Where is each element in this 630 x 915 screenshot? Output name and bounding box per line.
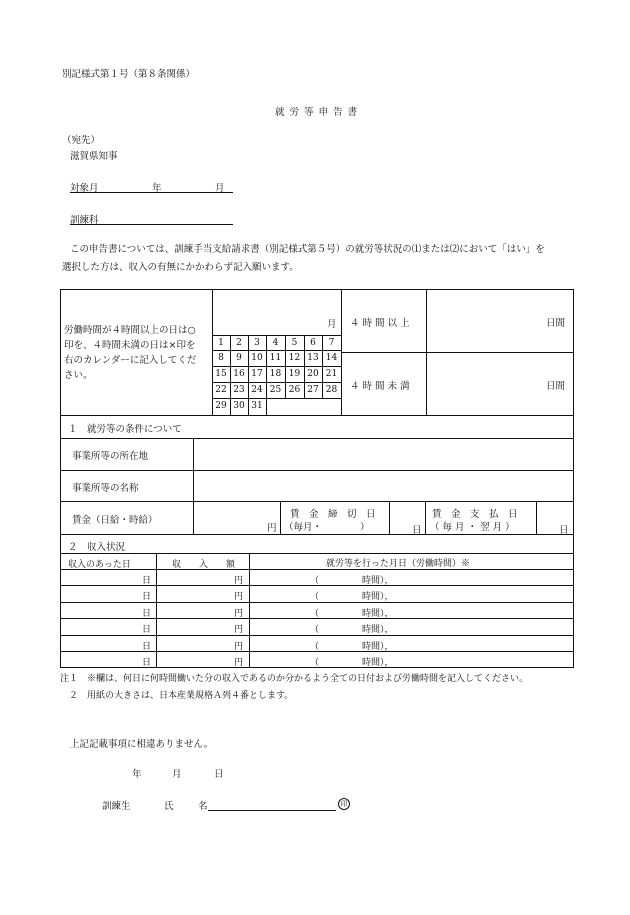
date-month-unit: 月 [172, 769, 182, 780]
closing-day-sub: （毎月・ ） [284, 522, 370, 533]
calendar-day[interactable]: 21 [325, 369, 338, 379]
calendar-day[interactable]: 5 [291, 338, 298, 348]
row-yen-unit: 円 [234, 592, 244, 602]
date-day-unit: 日 [214, 769, 224, 780]
row-open-paren: （ [310, 609, 320, 619]
calendar-month-label: 月 [327, 319, 337, 330]
calendar-day[interactable]: 15 [215, 369, 227, 379]
course-label: 訓練科 [70, 215, 99, 226]
col-header-amount: 収 入 額 [172, 560, 236, 570]
note-2: ２ 用紙の大きさは、日本産業規格Ａ列４番とします。 [60, 691, 294, 701]
intro-line-2: 選択した方は、収入の有無にかかわらず記入願います。 [62, 262, 299, 273]
date-year-unit: 年 [132, 769, 142, 780]
row-day-unit: 日 [142, 625, 152, 635]
calendar-day[interactable]: 31 [251, 401, 263, 411]
row-day-unit: 日 [142, 592, 152, 602]
calendar-day[interactable]: 8 [218, 353, 224, 363]
calendar-day[interactable]: 22 [215, 385, 227, 395]
row-yen-unit: 円 [234, 658, 244, 668]
target-month-unit: 月 [215, 183, 225, 194]
payment-day-label: 賃 金 支 払 日 [432, 509, 518, 520]
row-hours-unit: 時間）， [362, 609, 394, 619]
calendar-day[interactable]: 24 [251, 385, 263, 395]
addressee-label: （宛先） [62, 135, 101, 146]
row-hours-unit: 時間）， [362, 642, 394, 652]
section2-title: ２ 収入状況 [68, 542, 126, 553]
declaration-statement: 上記記載事項に相違ありません。 [70, 739, 214, 750]
over-4-hours-unit: 日間 [546, 318, 566, 329]
trainee-label: 訓練生 [102, 801, 131, 812]
section1-title: １ 就労等の条件について [68, 424, 182, 435]
closing-day-label: 賃 金 締 切 日 [290, 509, 376, 520]
calendar-day[interactable]: 11 [269, 353, 282, 363]
calendar-day[interactable]: 14 [325, 353, 338, 363]
addressee-name: 滋賀県知事 [70, 151, 118, 162]
row-hours-unit: 時間）， [362, 592, 394, 602]
calendar-day[interactable]: 27 [307, 385, 319, 395]
intro-line-1: この申告書については、訓練手当支給請求書（別記様式第５号）の就労等状況の⑴または⑵において「はい」を [70, 244, 545, 255]
wage-yen-unit: 円 [267, 523, 277, 534]
calendar-day[interactable]: 10 [251, 353, 263, 363]
row-day-unit: 日 [142, 609, 152, 619]
calendar-day[interactable]: 12 [288, 353, 301, 363]
wage-label: 賃金（日給・時給） [72, 515, 158, 526]
name-label-2: 名 [198, 801, 208, 812]
row-hours-unit: 時間）， [362, 625, 394, 635]
office-name-field[interactable] [194, 471, 572, 501]
row-open-paren: （ [310, 642, 320, 652]
page-title: 就 労 等 申 告 書 [275, 107, 359, 118]
col-header-work: 就労等を行った月日（労働時間）※ [326, 559, 471, 569]
row-yen-unit: 円 [234, 609, 244, 619]
row-open-paren: （ [310, 625, 320, 635]
calendar-day[interactable]: 16 [233, 369, 245, 379]
calendar-day[interactable]: 28 [325, 385, 338, 395]
calendar-day[interactable]: 9 [236, 353, 242, 363]
calendar-day[interactable]: 26 [288, 385, 301, 395]
calendar-day[interactable]: 30 [233, 401, 245, 411]
calendar-day[interactable]: 6 [310, 338, 316, 348]
payment-day-sub: （ 毎 月 ・ 翌 月 ） [430, 522, 515, 533]
calendar-day[interactable]: 13 [307, 353, 319, 363]
note-1: 注１ ※欄は、何日に何時間働いた分の収入であるのか分かるよう全ての日付および労働時間を記入してください。 [60, 674, 529, 684]
row-yen-unit: 円 [234, 642, 244, 652]
under-4-hours-label: ４ 時 間 未 満 [350, 381, 410, 392]
row-day-unit: 日 [142, 658, 152, 668]
row-hours-unit: 時間）， [362, 576, 394, 586]
form-number: 別記様式第１号（第８条関係） [62, 69, 196, 80]
calendar-day[interactable]: 7 [328, 338, 335, 348]
calendar-day[interactable]: 29 [215, 401, 227, 411]
calendar-day[interactable]: 23 [233, 385, 245, 395]
office-location-field[interactable] [194, 439, 572, 469]
calendar-day[interactable]: 3 [254, 338, 260, 348]
calendar-day[interactable]: 1 [218, 338, 224, 348]
payment-day-unit: 日 [559, 525, 569, 536]
over-4-hours-label: ４ 時 間 以 上 [350, 318, 410, 329]
row-open-paren: （ [310, 576, 320, 586]
trainee-name-field[interactable] [208, 798, 336, 811]
calendar-day[interactable]: 17 [251, 369, 263, 379]
row-open-paren: （ [310, 658, 320, 668]
calendar-day[interactable]: 25 [269, 385, 282, 395]
office-location-label: 事業所等の所在地 [72, 451, 149, 462]
calendar-day[interactable]: 20 [307, 369, 319, 379]
row-yen-unit: 円 [234, 625, 244, 635]
row-yen-unit: 円 [234, 576, 244, 586]
col-header-date: 収入のあった日 [68, 560, 131, 570]
calendar-day[interactable]: 2 [236, 338, 242, 348]
row-day-unit: 日 [142, 642, 152, 652]
row-open-paren: （ [310, 592, 320, 602]
seal-mark: 印 [338, 798, 350, 810]
target-month-label: 対象月 [70, 183, 99, 194]
target-year-unit: 年 [152, 183, 162, 194]
calendar-day[interactable]: 4 [272, 338, 279, 348]
under-4-hours-unit: 日間 [546, 381, 566, 392]
row-hours-unit: 時間）， [362, 658, 394, 668]
office-name-label: 事業所等の名称 [72, 483, 139, 494]
closing-day-unit: 日 [412, 525, 422, 536]
calendar-day[interactable]: 19 [288, 369, 301, 379]
calendar-instruction: 労働時間が４時間以上の日は○ 印を、４時間未満の日は×印を 右のカレンダーに記入してくだ さい。 [64, 325, 197, 381]
name-label-1: 氏 [164, 801, 174, 812]
calendar-day[interactable]: 18 [269, 369, 282, 379]
row-day-unit: 日 [142, 576, 152, 586]
